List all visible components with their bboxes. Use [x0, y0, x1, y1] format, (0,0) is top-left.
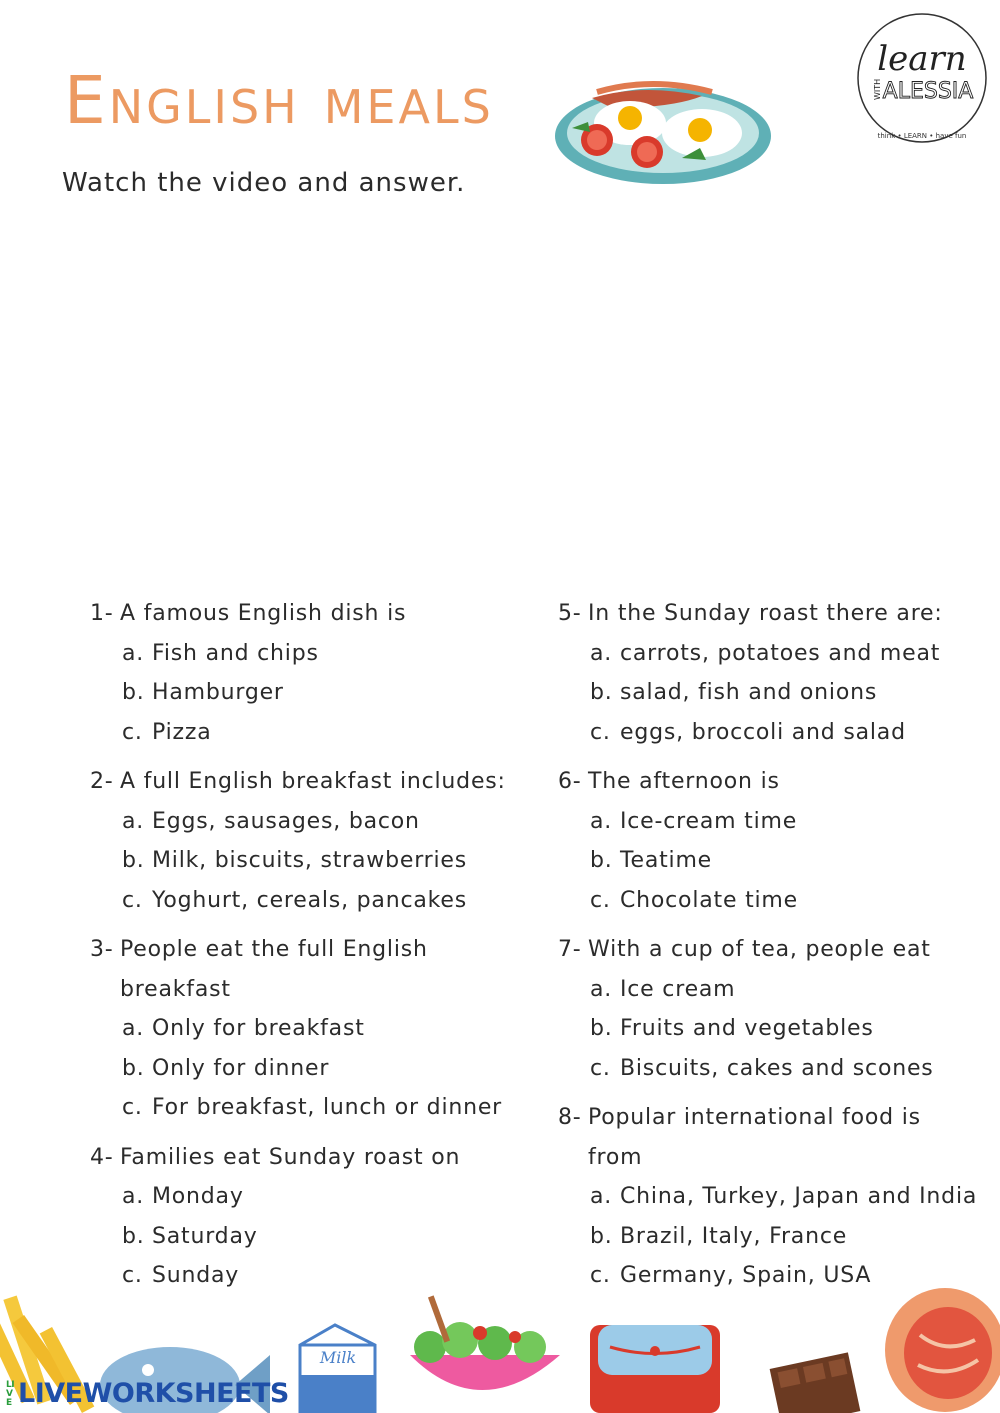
question-number: 2-: [90, 769, 114, 794]
option-letter: a.: [590, 640, 613, 666]
meat-steak-icon: [885, 1288, 1000, 1412]
question-number: 7-: [558, 937, 582, 962]
option-letter: a.: [590, 1184, 613, 1209]
question-text: A full English breakfast includes:: [120, 769, 506, 794]
option-letter: c.: [122, 1263, 143, 1288]
option-letter: b.: [590, 680, 613, 705]
answer-option[interactable]: [90, 1009, 530, 1049]
answer-option[interactable]: [90, 1049, 530, 1089]
answer-option[interactable]: [558, 970, 978, 1010]
option-letter: a.: [122, 1184, 145, 1209]
question: [90, 762, 530, 920]
question: [90, 1138, 530, 1296]
question-number: 8-: [558, 1105, 582, 1130]
page-title: English meals: [64, 62, 494, 139]
answer-option[interactable]: [90, 713, 530, 753]
answer-option[interactable]: [90, 841, 530, 881]
option-letter: b.: [590, 1016, 613, 1041]
question-row: [90, 1138, 530, 1178]
breakfast-plate-icon: [552, 78, 774, 188]
option-text: China, Turkey, Japan and India: [620, 1184, 978, 1209]
answer-option[interactable]: [558, 1009, 978, 1049]
question: [558, 762, 978, 920]
question-text: Popular international food is from: [588, 1105, 921, 1170]
option-letter: b.: [122, 1223, 145, 1249]
svg-text:think • LEARN • have fun: think • LEARN • have fun: [877, 132, 967, 140]
live-badge: LIVE: [6, 1380, 15, 1408]
option-text: Eggs, sausages, bacon: [152, 808, 420, 834]
question: [558, 594, 978, 752]
questions-left-column: [90, 594, 530, 1306]
svg-text:learn: learn: [877, 39, 967, 79]
question-number: 5-: [558, 601, 582, 626]
option-text: Ice-cream time: [620, 808, 798, 834]
option-letter: b.: [122, 680, 145, 705]
option-letter: b.: [122, 848, 145, 873]
answer-option[interactable]: [558, 713, 978, 753]
svg-text:WITH: WITH: [873, 78, 882, 100]
instructions: Watch the video and answer.: [62, 168, 466, 198]
answer-option[interactable]: [90, 1217, 530, 1257]
answer-option[interactable]: [90, 673, 530, 713]
option-letter: b.: [590, 848, 613, 873]
question-number: 3-: [90, 937, 114, 962]
option-text: salad, fish and onions: [620, 680, 878, 705]
option-text: Ice cream: [620, 976, 736, 1002]
answer-option[interactable]: [90, 1177, 530, 1217]
option-text: Brazil, Italy, France: [620, 1223, 848, 1249]
answer-option[interactable]: [558, 673, 978, 713]
question-number: 6-: [558, 769, 582, 794]
option-text: eggs, broccoli and salad: [620, 719, 906, 745]
option-text: Fruits and vegetables: [620, 1016, 874, 1041]
brand-name: LIVEWORKSHEETS: [18, 1378, 289, 1409]
question-row: [90, 762, 530, 802]
question-row: [90, 594, 530, 634]
option-letter: a.: [590, 976, 613, 1002]
question-row: [558, 930, 978, 970]
option-text: Fish and chips: [152, 640, 319, 666]
question: [90, 594, 530, 752]
answer-option[interactable]: [558, 802, 978, 842]
answer-option[interactable]: [90, 881, 530, 921]
option-text: Germany, Spain, USA: [620, 1263, 872, 1288]
question-text: People eat the full English breakfast: [120, 937, 428, 1002]
question: [90, 930, 530, 1128]
option-text: Pizza: [152, 719, 212, 745]
answer-option[interactable]: [558, 1217, 978, 1257]
option-letter: a.: [590, 808, 613, 834]
option-text: Only for breakfast: [152, 1016, 365, 1041]
option-text: Only for dinner: [152, 1055, 330, 1081]
option-letter: c.: [590, 1055, 611, 1081]
question-row: [558, 594, 978, 634]
option-text: carrots, potatoes and meat: [620, 640, 941, 666]
option-letter: b.: [590, 1223, 613, 1249]
svg-text:Milk: Milk: [319, 1348, 357, 1367]
question-text: In the Sunday roast there are:: [588, 601, 943, 626]
answer-option[interactable]: [90, 634, 530, 674]
svg-text:ALESSIA: ALESSIA: [882, 79, 974, 104]
option-letter: c.: [122, 887, 143, 913]
answer-option[interactable]: [558, 1177, 978, 1217]
option-text: Saturday: [152, 1223, 258, 1249]
answer-option[interactable]: [90, 1088, 530, 1128]
chocolate-bar-icon: [770, 1352, 861, 1413]
answer-option[interactable]: [558, 634, 978, 674]
option-letter: c.: [590, 887, 611, 913]
answer-option[interactable]: [558, 881, 978, 921]
option-text: Teatime: [620, 848, 713, 873]
answer-option[interactable]: [90, 802, 530, 842]
option-text: Biscuits, cakes and scones: [620, 1055, 934, 1081]
option-letter: a.: [122, 640, 145, 666]
option-letter: c.: [122, 719, 143, 745]
question-row: [558, 1098, 978, 1177]
question-number: 1-: [90, 601, 114, 626]
option-text: Yoghurt, cereals, pancakes: [152, 887, 467, 913]
option-letter: b.: [122, 1055, 145, 1081]
option-letter: a.: [122, 1016, 145, 1041]
option-letter: c.: [590, 719, 611, 745]
option-text: Milk, biscuits, strawberries: [152, 848, 468, 873]
question: [558, 1098, 978, 1296]
answer-option[interactable]: [558, 1049, 978, 1089]
option-text: Sunday: [152, 1263, 240, 1288]
jam-jar-icon: [590, 1325, 720, 1413]
option-text: Chocolate time: [620, 887, 798, 913]
liveworksheets-logo[interactable]: [6, 1378, 289, 1409]
question-text: The afternoon is: [588, 769, 780, 794]
question: [558, 930, 978, 1088]
salad-bowl-icon: [410, 1295, 560, 1390]
question-text: With a cup of tea, people eat: [588, 937, 931, 962]
question-number: 4-: [90, 1144, 114, 1170]
option-text: Monday: [152, 1184, 244, 1209]
option-letter: a.: [122, 808, 145, 834]
learn-with-alessia-logo: [852, 10, 992, 150]
question-row: [90, 930, 530, 1009]
option-letter: c.: [122, 1095, 143, 1120]
milk-carton-icon: [300, 1325, 375, 1413]
option-letter: c.: [590, 1263, 611, 1288]
question-text: Families eat Sunday roast on: [120, 1144, 461, 1170]
option-text: Hamburger: [152, 680, 284, 705]
answer-option[interactable]: [558, 841, 978, 881]
questions-right-column: [558, 594, 978, 1306]
option-text: For breakfast, lunch or dinner: [152, 1095, 503, 1120]
question-row: [558, 762, 978, 802]
question-text: A famous English dish is: [120, 601, 407, 626]
